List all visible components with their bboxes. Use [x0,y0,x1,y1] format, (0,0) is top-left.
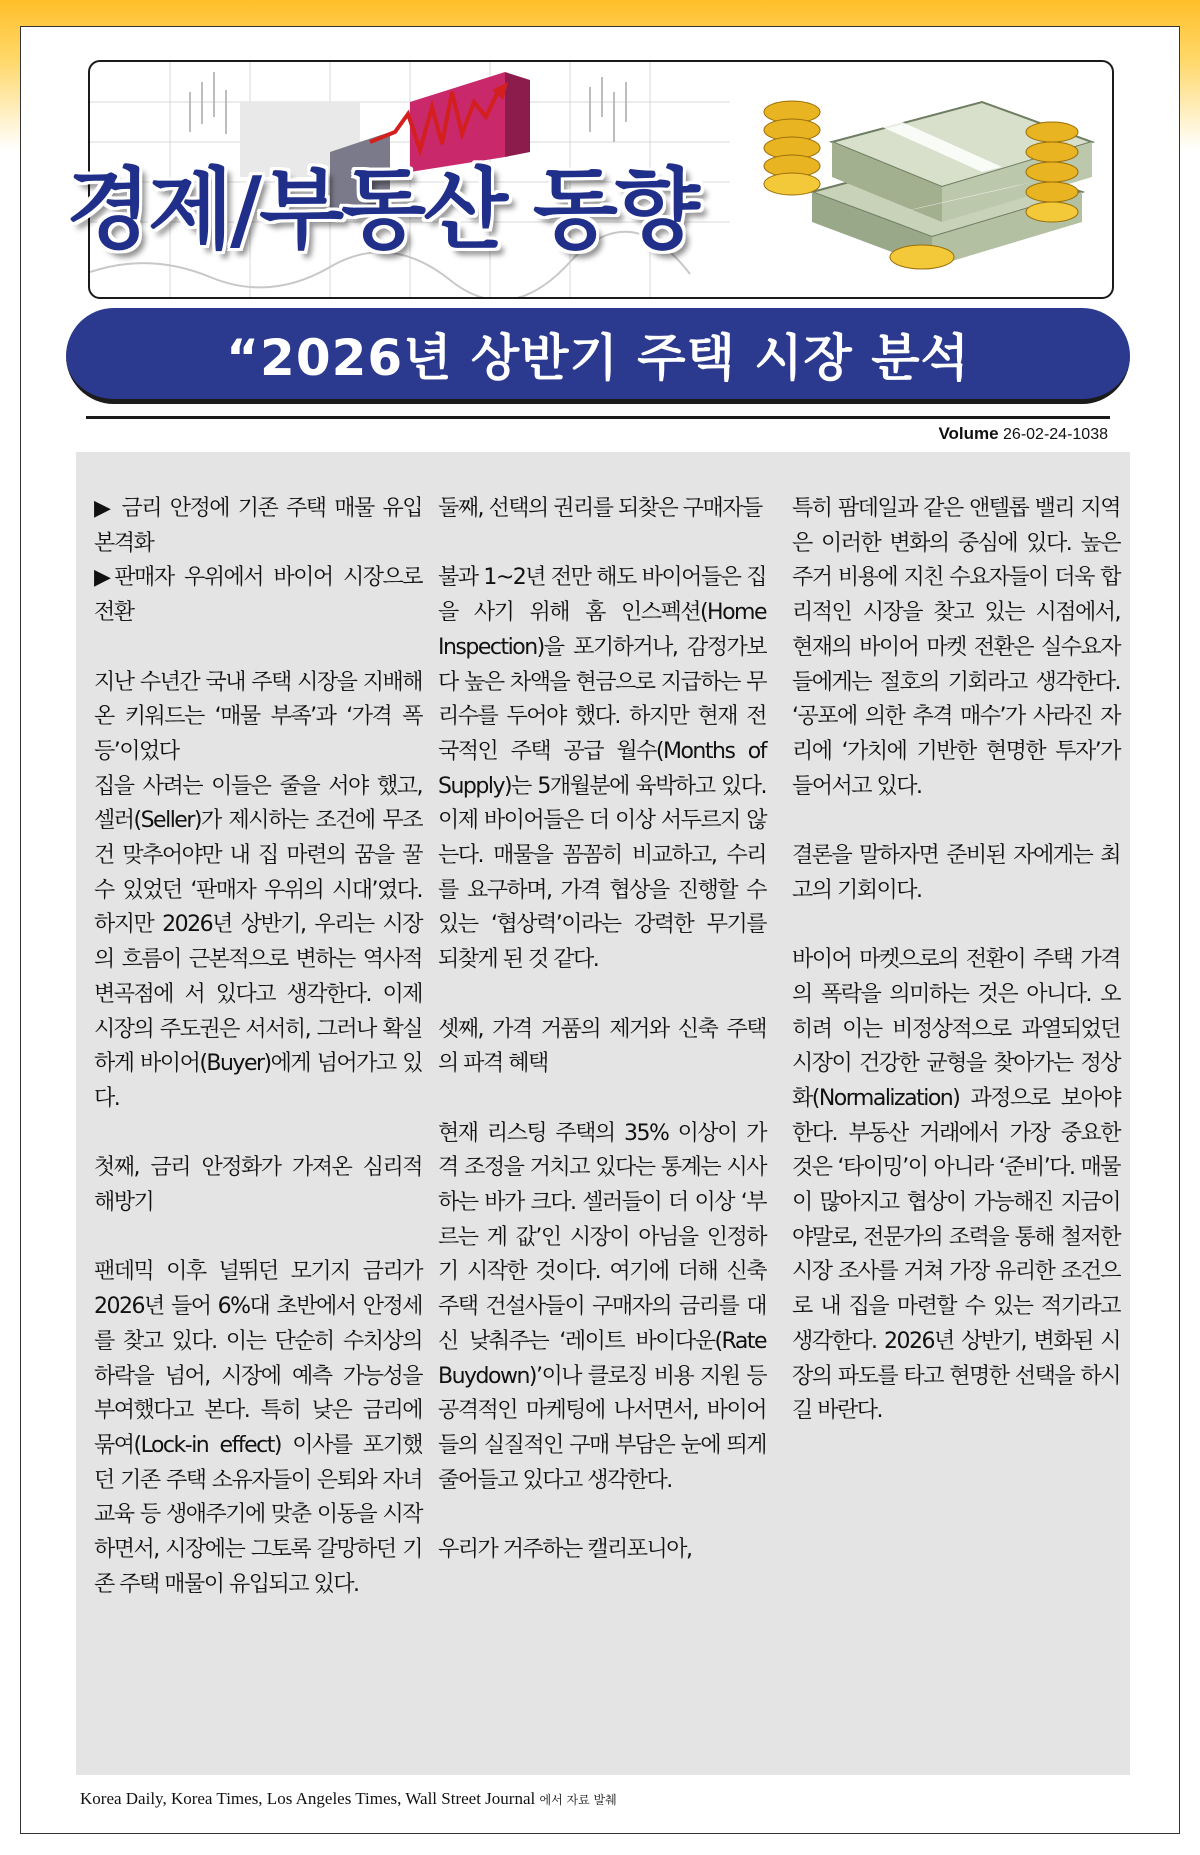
money-stack-icon [752,72,1112,277]
source-credit [80,1789,617,1809]
source-list: Korea Daily, Korea Times, Los Angeles Times, Wall Street Journal [80,1789,536,1808]
article-subtitle: “2026년 상반기 주택 시장 분석 [226,328,970,387]
column-2 [438,492,766,1602]
article-body [76,452,1130,1775]
section-heading: 둘째, 선택의 권리를 되찾은 구매자들 [438,496,762,521]
column-3 [792,492,1120,1464]
paragraph: 특히 팜데일과 같은 앤텔롭 밸리 지역은 이러한 변화의 중심에 있다. 높은 주거 비용에 지친 수요자들이 더욱 합리적인 시장을 찾고 있는 시점에서, 현재의 바이어 마켓 전환은 실수요자들에게는 절호의 기회라고 생각한다. ‘공포에 의한 추격 매수’가 사라진 자리에 ‘가치에 기반한 현명한 투자’가 들어서고 있다. [792,496,1120,799]
subtitle-bar [66,308,1130,404]
paragraph: 우리가 거주하는 캘리포니아, [438,1537,692,1563]
volume-number: 26-02-24-1038 [1003,426,1108,443]
headline-bullet: ▶ 금리 안정에 기존 주택 매물 유입 본격화 [94,496,422,556]
divider [86,416,1110,419]
volume-label: Volume [938,424,999,443]
section-heading: 셋째, 가격 거품의 제거와 신축 주택의 파격 혜택 [438,1016,766,1077]
headline-bullet: ▶판매자 우위에서 바이어 시장으로 전환 [94,565,422,626]
paragraph: 지난 수년간 국내 주택 시장을 지배해온 키워드는 ‘매물 부족’과 ‘가격 폭등’이었다 [94,669,422,764]
paragraph: 현재 리스팅 주택의 35% 이상이 가격 조정을 거치고 있다는 통계는 시사하는 바가 크다. 셀러들이 더 이상 ‘부르는 게 값’인 시장이 아님을 인정하기 시작한 것이다. 여기에 더해 신축 주택 건설사들이 구매자의 금리를 대신 낮춰주는 ‘레이트 바이다운(Rate Buydown)’이나 클로징 비용 지원 등 공격적인 마케팅에 나서면서, 바이어들의 실질적인 구매 부담은 눈에 띄게 줄어들고 있다고 생각한다. [438,1120,766,1493]
section-heading: 첫째, 금리 안정화가 가져온 심리적 해방기 [94,1155,422,1216]
paragraph: 팬데믹 이후 널뛰던 모기지 금리가 2026년 들어 6%대 초반에서 안정세를 찾고 있다. 이는 단순히 수치상의 하락을 넘어, 시장에 예측 가능성을 부여했다고 본다. 특히 낮은 금리에 묶여(Lock-in effect) 이사를 포기했던 기존 주택 소유자들이 은퇴와 자녀 교육 등 생애주기에 맞춘 이동을 시작하면서, 시장에는 그토록 갈망하던 기존 주택 매물이 유입되고 있다. [94,1259,422,1597]
paragraph: 집을 사려는 이들은 줄을 서야 했고, 셀러(Seller)가 제시하는 조건에 무조건 맞추어야만 내 집 마련의 꿈을 꿀 수 있었던 ‘판매자 우위의 시대’였다. 하지만 2026년 상반기, 우리는 시장의 흐름이 근본적으로 변하는 역사적 변곡점에 서 있다고 생각한다. 이제 시장의 주도권은 서서히, 그러나 확실하게 바이어(Buyer)에게 넘어가고 있다. [94,773,422,1111]
column-1 [94,492,422,1637]
paragraph: 결론을 말하자면 준비된 자에게는 최고의 기회이다. [792,843,1120,903]
source-suffix: 에서 자료 발췌 [539,1793,617,1807]
volume-info [938,424,1108,444]
paragraph: 바이어 마켓으로의 전환이 주택 가격의 폭락을 의미하는 것은 아니다. 오히려 이는 비정상적으로 과열되었던 시장이 건강한 균형을 찾아가는 정상화(Normalization) 과정으로 보아야 한다. 부동산 거래에서 가장 중요한 것은 ‘타이밍’이 아니라 ‘준비’다. 매물이 많아지고 협상이 가능해진 지금이야말로, 전문가의 조력을 통해 철저한 시장 조사를 거쳐 가장 유리한 조건으로 내 집을 마련할 수 있는 적기라고 생각한다. 2026년 상반기, 변화된 시장의 파도를 타고 현명한 선택을 하시길 바란다. [792,947,1120,1424]
paragraph: 불과 1~2년 전만 해도 바이어들은 집을 사기 위해 홈 인스펙션(Home Inspection)을 포기하거나, 감정가보다 높은 차액을 현금으로 지급하는 무리수를 두어야 했다. 하지만 현재 전국적인 주택 공급 월수(Months of Supply)는 5개월분에 육박하고 있다. 이제 바이어들은 더 이상 서두르지 않는다. 매물을 꼼꼼히 비교하고, 수리를 요구하며, 가격 협상을 진행할 수 있는 ‘협상력’이라는 강력한 무기를 되찾게 된 것 같다. [438,565,766,973]
page-title: 경제/부동산 동향 [66,158,697,261]
